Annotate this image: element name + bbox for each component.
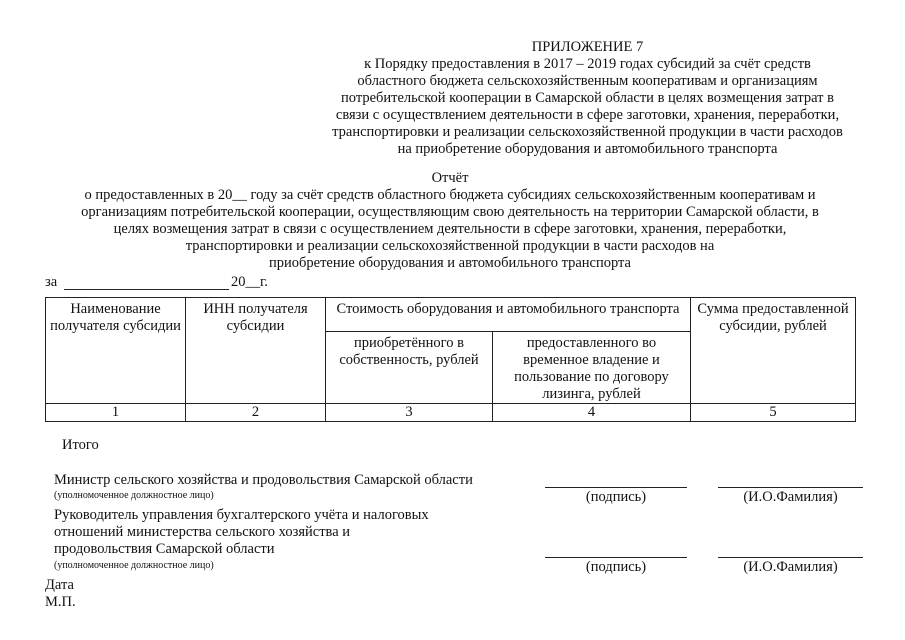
signature-line — [545, 487, 687, 488]
report-line: целях возмещения затрат в связи с осуществлением деятельности в сфере заготовки, хранения, переработки, — [113, 221, 787, 237]
minister-note: (уполномоченное должностное лицо) — [54, 490, 214, 501]
column-number: 1 — [46, 404, 186, 422]
header-inn: ИНН получателя субсидии — [186, 298, 326, 404]
column-number: 3 — [326, 404, 493, 422]
head-title-line: Руководитель управления бухгалтерского учёта и налоговых — [54, 507, 429, 523]
header-equipment-cost: Стоимость оборудования и автомобильного транспорта — [326, 298, 691, 332]
column-number: 4 — [493, 404, 691, 422]
header-line: областного бюджета сельскохозяйственным кооперативам и организациям — [357, 73, 818, 89]
head-title-line: продовольствия Самарской области — [54, 541, 275, 557]
header-subsidy-sum: Сумма предоставленной субсидии, рублей — [691, 298, 856, 404]
stamp-label: М.П. — [45, 594, 76, 610]
header-recipient-name: Наименование получателя субсидии — [46, 298, 186, 404]
report-table — [45, 297, 856, 422]
minister-title: Министр сельского хозяйства и продовольствия Самарской области — [54, 472, 473, 488]
period-prefix: за — [45, 274, 58, 290]
header-line: транспортировки и реализации сельскохозяйственной продукции в части расходов — [332, 124, 843, 140]
period-year: 20__г. — [231, 274, 268, 290]
appendix-number: ПРИЛОЖЕНИЕ 7 — [531, 39, 644, 55]
report-line: транспортировки и реализации сельскохозяйственной продукции в части расходов на — [185, 238, 715, 254]
signature-label: (подпись) — [585, 489, 647, 505]
report-title: Отчёт — [431, 170, 469, 186]
signature-line — [545, 557, 687, 558]
header-line: связи с осуществлением деятельности в сфере заготовки, хранения, переработки, — [335, 107, 840, 123]
report-line: организациям потребительской кооперации, осуществляющим свою деятельность на территории Самарской области, в — [81, 204, 819, 220]
date-label: Дата — [45, 577, 74, 593]
column-number: 2 — [186, 404, 326, 422]
name-label: (И.О.Фамилия) — [743, 489, 838, 505]
head-title-line: отношений министерства сельского хозяйства и — [54, 524, 351, 540]
header-line: потребительской кооперации в Самарской области в целях возмещения затрат в — [341, 90, 834, 106]
signature-label: (подпись) — [585, 559, 647, 575]
report-line: приобретение оборудования и автомобильного транспорта — [269, 255, 631, 271]
header-owned: приобретённого в собственность, рублей — [326, 332, 493, 404]
name-label: (И.О.Фамилия) — [743, 559, 838, 575]
period-blank — [64, 289, 229, 290]
header-line: к Порядку предоставления в 2017 – 2019 годах субсидий за счёт средств — [364, 56, 811, 72]
head-note: (уполномоченное должностное лицо) — [54, 560, 214, 571]
report-line: о предоставленных в 20__ году за счёт средств областного бюджета субсидиях сельскохозяйственным кооперативам и — [84, 187, 816, 203]
header-line: на приобретение оборудования и автомобильного транспорта — [397, 141, 778, 157]
header-leased: предоставленного во временное владение и пользование по договору лизинга, рублей — [493, 332, 691, 404]
column-number: 5 — [691, 404, 856, 422]
total-label: Итого — [62, 437, 99, 453]
name-line — [718, 487, 863, 488]
name-line — [718, 557, 863, 558]
